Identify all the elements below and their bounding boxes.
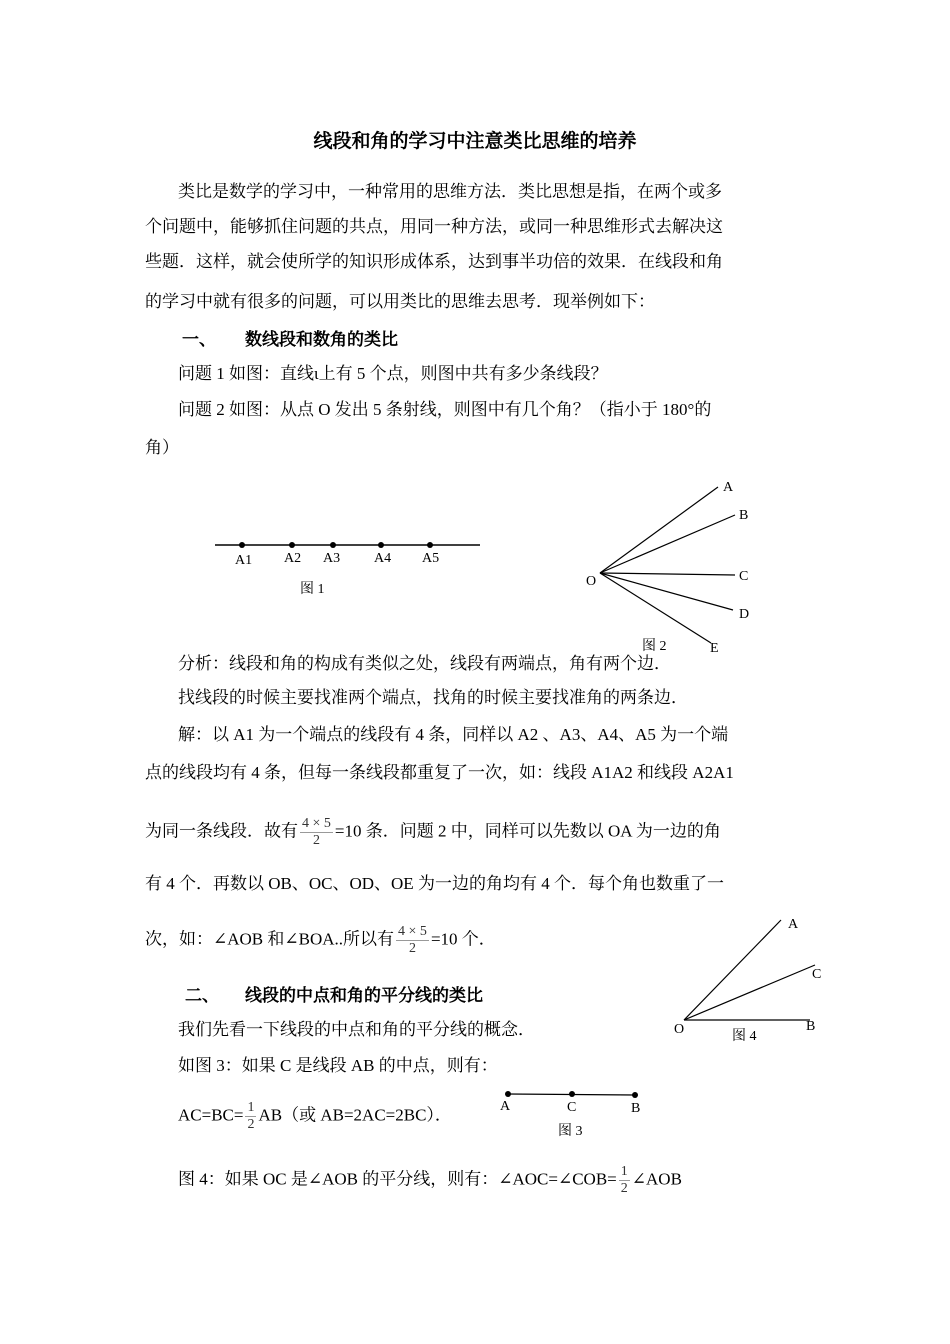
s2-line: 如图 3：如果 C 是线段 AB 的中点，则有： xyxy=(178,1056,498,1075)
solution-line: 点的线段均有 4 条，但每一条线段都重复了一次，如：线段 A1A2 和线段 A2A1 xyxy=(145,763,734,782)
fig1-label: A5 xyxy=(422,551,440,566)
analysis-line: 分析：线段和角的构成有类似之处，线段有两端点，角有两个边． xyxy=(178,654,671,673)
figure-3 xyxy=(505,1091,638,1098)
fig3-caption: 图 3 xyxy=(558,1124,583,1139)
fig3-label: B xyxy=(631,1101,641,1116)
analysis-line: 找线段的时候主要找准两个端点，找角的时候主要找准角的两条边． xyxy=(178,688,688,707)
fig4-caption: 图 4 xyxy=(732,1029,757,1044)
intro-line: 个问题中，能够抓住问题的共点，用同一种方法，或同一种思维形式去解决这 xyxy=(145,217,723,236)
fig1-label: A1 xyxy=(235,553,253,568)
fig1-caption: 图 1 xyxy=(300,582,325,597)
fig3-label: C xyxy=(567,1100,577,1115)
solution-line: 有 4 个．再数以 OB、OC、OD、OE 为一边的角均有 4 个．每个角也数重了一 xyxy=(145,874,724,893)
fraction: $\frac{1}{2}$ xyxy=(247,1100,255,1132)
question-2: 问题 2 如图：从点 O 发出 5 条射线，则图中有几个角？（指小于 180°的 xyxy=(178,400,712,419)
intro-line: 类比是数学的学习中，一种常用的思维方法．类比思想是指，在两个或多 xyxy=(178,182,722,201)
fraction: $\frac{4 \times 5}{2}$ xyxy=(302,816,331,848)
s2-line: AC=BC= $\frac{1}{2}$ AB（或 AB=2AC=2BC）． xyxy=(178,1100,452,1132)
figure-1 xyxy=(215,542,480,548)
section1-number: 一、 xyxy=(182,330,216,350)
fig4-label: C xyxy=(812,967,822,982)
fig2-label: B xyxy=(739,508,749,523)
intro-line: 些题．这样，就会使所学的知识形成体系，达到事半功倍的效果．在线段和角 xyxy=(145,252,723,271)
fig4-label: B xyxy=(806,1019,816,1034)
section2-heading: 线段的中点和角的平分线的类比 xyxy=(245,986,483,1006)
fig2-origin: O xyxy=(586,574,597,589)
figure-4 xyxy=(684,920,815,1020)
fraction: $\frac{1}{2}$ xyxy=(620,1164,628,1196)
s2-line: 我们先看一下线段的中点和角的平分线的概念． xyxy=(178,1020,535,1039)
fig1-label: A2 xyxy=(284,551,302,566)
figure-2 xyxy=(600,487,735,643)
fig1-label: A3 xyxy=(323,551,341,566)
section2-number: 二、 xyxy=(185,986,219,1006)
page-title: 线段和角的学习中注意类比思维的培养 xyxy=(313,130,637,152)
fig2-label: E xyxy=(710,641,719,656)
section1-heading: 数线段和数角的类比 xyxy=(245,330,398,350)
fig4-label: A xyxy=(788,917,799,932)
question-2-cont: 角） xyxy=(145,438,179,457)
fig3-label: A xyxy=(500,1099,511,1114)
fig4-origin: O xyxy=(674,1022,685,1037)
fraction: $\frac{4 \times 5}{2}$ xyxy=(398,924,427,956)
intro-line: 的学习中就有很多的问题，可以用类比的思维去思考．现举例如下： xyxy=(145,292,655,311)
fig2-label: C xyxy=(739,569,749,584)
fig2-caption: 图 2 xyxy=(642,639,667,654)
s2-line: 图 4：如果 OC 是∠AOB 的平分线，则有：∠AOC=∠COB= $\frac{1}{2}$ ∠AOB xyxy=(178,1164,682,1196)
fig2-label: A xyxy=(723,480,734,495)
solution-line: 为同一条线段．故有 $\frac{4 \times 5}{2}$ =10 条．问题 2 中，同样可以先数以 OA 为一边的角 xyxy=(145,816,721,848)
solution-line: 次，如：∠AOB 和∠BOA..所以有 $\frac{4 \times 5}{2}$ =10 个． xyxy=(145,924,496,956)
solution-line: 解：以 A1 为一个端点的线段有 4 条，同样以 A2 、A3、A4、A5 为一个端 xyxy=(178,725,729,744)
fig1-label: A4 xyxy=(374,551,392,566)
question-1: 问题 1 如图：直线ι上有 5 个点，则图中共有多少条线段？ xyxy=(178,364,608,383)
fig2-label: D xyxy=(739,607,750,622)
